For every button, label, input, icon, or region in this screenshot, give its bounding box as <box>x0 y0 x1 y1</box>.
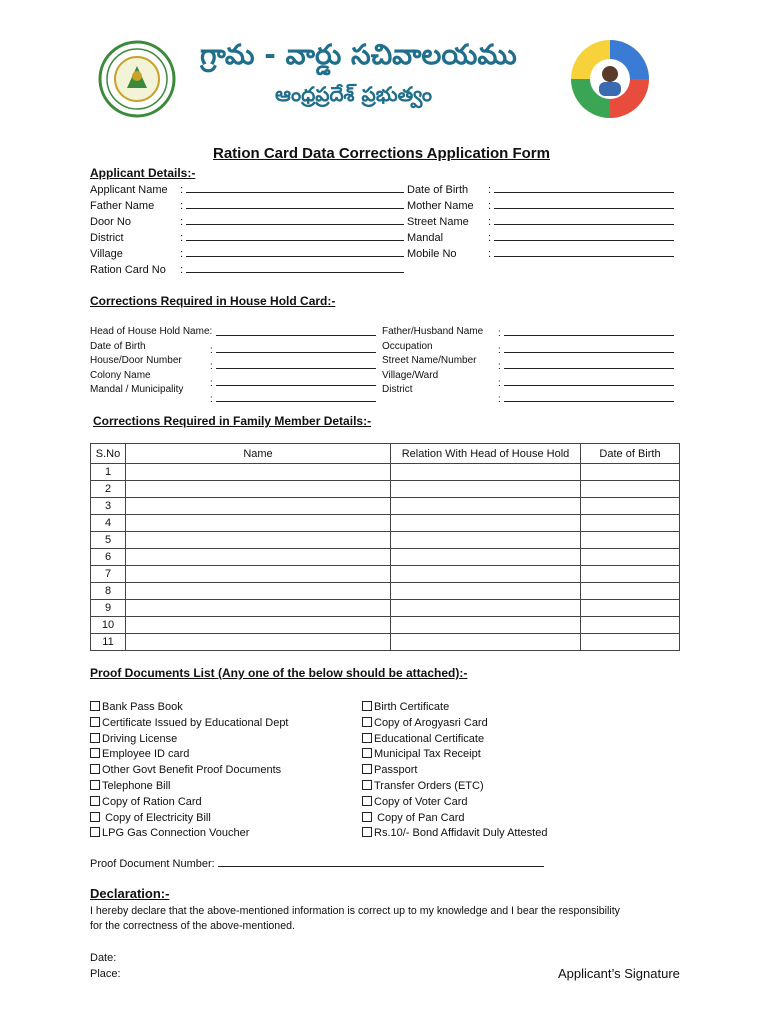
list-item[interactable]: Certificate Issued by Educational Dept <box>90 716 289 732</box>
signature-label: Applicant’s Signature <box>558 966 680 981</box>
checkbox-icon[interactable] <box>90 717 100 727</box>
field-label: District <box>90 232 124 244</box>
checkbox-icon[interactable] <box>362 796 372 806</box>
proof-number-blank[interactable] <box>218 856 544 867</box>
field-label: Applicant Name <box>90 184 168 196</box>
field-label: Door No <box>90 216 131 228</box>
declaration-line2: for the correctness of the above-mentioned. <box>90 920 295 932</box>
table-row[interactable]: 3 <box>91 498 680 515</box>
field-label: Date of Birth <box>407 184 469 196</box>
list-item[interactable]: LPG Gas Connection Voucher <box>90 826 289 842</box>
list-item[interactable]: Municipal Tax Receipt <box>362 747 547 763</box>
field-label: Father/Husband Name <box>382 326 484 337</box>
household-left-labels <box>90 325 212 398</box>
list-item[interactable]: Employee ID card <box>90 747 289 763</box>
checkbox-icon[interactable] <box>362 780 372 790</box>
list-item[interactable]: Copy of Electricity Bill <box>90 811 289 827</box>
field-label: Mobile No <box>407 248 457 260</box>
checkbox-icon[interactable] <box>362 733 372 743</box>
field-label: Head of House Hold Name: <box>90 326 213 337</box>
household-right-labels <box>382 325 483 398</box>
table-row[interactable]: 9 <box>91 600 680 617</box>
district-blank[interactable] <box>186 230 404 241</box>
hh-district-blank[interactable] <box>504 391 674 402</box>
table-row[interactable]: 6 <box>91 549 680 566</box>
family-heading: Corrections Required in Family Member Details:- <box>93 414 372 428</box>
field-label: Occupation <box>382 340 433 352</box>
list-item[interactable]: Educational Certificate <box>362 732 547 748</box>
proof-number-label: Proof Document Number: <box>90 858 215 870</box>
checkbox-icon[interactable] <box>90 812 100 822</box>
field-label: Street Name <box>407 216 469 228</box>
checkbox-icon[interactable] <box>90 701 100 711</box>
field-label: Colony Name <box>90 369 151 381</box>
list-item[interactable]: Copy of Pan Card <box>362 811 547 827</box>
applicant-right-labels <box>407 182 474 262</box>
field-label: Village <box>90 248 123 260</box>
checkbox-icon[interactable] <box>90 748 100 758</box>
applicant-heading: Applicant Details:- <box>90 166 196 180</box>
table-row[interactable]: 1 <box>91 464 680 481</box>
checkbox-icon[interactable] <box>362 827 372 837</box>
proof-number-row <box>90 856 544 871</box>
checkbox-icon[interactable] <box>362 748 372 758</box>
ap-emblem-icon <box>96 40 178 118</box>
door-no-blank[interactable] <box>186 214 404 225</box>
table-row[interactable]: 7 <box>91 566 680 583</box>
dob-blank[interactable] <box>494 182 674 193</box>
date-label: Date: <box>90 952 117 964</box>
header-title-line1: గ్రామ - వార్డు సచివాలయము <box>200 38 517 71</box>
place-label: Place: <box>90 968 121 980</box>
checkbox-icon[interactable] <box>90 780 100 790</box>
checkbox-icon[interactable] <box>362 764 372 774</box>
household-left-blanks: : : : : <box>210 325 376 408</box>
field-label: House/Door Number <box>90 355 182 366</box>
ration-card-no-blank[interactable] <box>186 262 404 273</box>
list-item[interactable]: Copy of Arogyasri Card <box>362 716 547 732</box>
household-right-blanks: : : : : : <box>498 325 674 408</box>
street-name-blank[interactable] <box>494 214 674 225</box>
table-row[interactable]: 4 <box>91 515 680 532</box>
list-item[interactable]: Transfer Orders (ETC) <box>362 779 547 795</box>
col-dob: Date of Birth <box>581 444 680 464</box>
col-name: Name <box>126 444 391 464</box>
head-name-blank[interactable] <box>216 325 376 336</box>
list-item[interactable]: Other Govt Benefit Proof Documents <box>90 763 289 779</box>
village-blank[interactable] <box>186 246 404 257</box>
house-no-blank[interactable] <box>216 358 376 369</box>
checkbox-icon[interactable] <box>362 717 372 727</box>
field-label: Date of Birth <box>90 340 146 352</box>
proof-right-list <box>362 700 547 842</box>
mobile-no-blank[interactable] <box>494 246 674 257</box>
checkbox-icon[interactable] <box>362 812 372 822</box>
checkbox-icon[interactable] <box>90 796 100 806</box>
table-row[interactable]: 8 <box>91 583 680 600</box>
col-sno: S.No <box>91 444 126 464</box>
navaratnalu-logo-icon <box>569 38 651 120</box>
field-label: District <box>382 384 413 395</box>
checkbox-icon[interactable] <box>90 764 100 774</box>
applicant-left-blanks: : : : : : : <box>180 182 404 278</box>
applicant-right-blanks: : : : : : <box>488 182 674 262</box>
village-ward-blank[interactable] <box>504 375 674 386</box>
list-item[interactable]: Copy of Ration Card <box>90 795 289 811</box>
field-label: Mandal <box>407 232 444 244</box>
list-item[interactable]: Driving License <box>90 732 289 748</box>
field-label: Street Name/Number <box>382 355 477 366</box>
list-item[interactable]: Rs.10/- Bond Affidavit Duly Attested <box>362 826 547 842</box>
col-relation: Relation With Head of House Hold <box>391 444 581 464</box>
colony-blank[interactable] <box>216 375 376 386</box>
form-title: Ration Card Data Corrections Application Form <box>213 145 550 162</box>
table-header-row <box>91 444 680 464</box>
table-row[interactable]: 2 <box>91 481 680 498</box>
field-label: Mother Name <box>407 200 474 212</box>
list-item[interactable]: Telephone Bill <box>90 779 289 795</box>
household-heading: Corrections Required in House Hold Card:- <box>90 294 336 308</box>
proof-heading: Proof Documents List (Any one of the below should be attached):- <box>90 666 468 680</box>
checkbox-icon[interactable] <box>90 733 100 743</box>
table-row[interactable]: 11 <box>91 634 680 651</box>
proof-left-list <box>90 700 289 842</box>
declaration-line1: I hereby declare that the above-mentioned information is correct up to my knowledge and I bear the responsibility <box>90 905 620 917</box>
mandal-municipality-blank[interactable] <box>216 391 376 402</box>
hh-dob-blank[interactable] <box>216 342 376 353</box>
table-row[interactable]: 5 <box>91 532 680 549</box>
field-label: Ration Card No <box>90 264 166 276</box>
field-label: Village/Ward <box>382 369 439 381</box>
applicant-name-blank[interactable] <box>186 182 404 193</box>
mandal-blank[interactable] <box>494 230 674 241</box>
father-husband-blank[interactable] <box>504 325 674 336</box>
table-row[interactable]: 10 <box>91 617 680 634</box>
list-item[interactable]: Birth Certificate <box>362 700 547 716</box>
field-label: Father Name <box>90 200 155 212</box>
mother-name-blank[interactable] <box>494 198 674 209</box>
field-label: Mandal / Municipality <box>90 384 184 395</box>
list-item[interactable]: Passport <box>362 763 547 779</box>
father-name-blank[interactable] <box>186 198 404 209</box>
list-item[interactable]: Copy of Voter Card <box>362 795 547 811</box>
applicant-left-labels <box>90 182 168 278</box>
street-number-blank[interactable] <box>504 358 674 369</box>
declaration-heading: Declaration:- <box>90 886 170 901</box>
header-title-line2: ఆంధ్రప్రదేశ్ ప్రభుత్వం <box>275 82 432 106</box>
list-item[interactable]: Bank Pass Book <box>90 700 289 716</box>
checkbox-icon[interactable] <box>362 701 372 711</box>
checkbox-icon[interactable] <box>90 827 100 837</box>
family-table <box>90 443 680 651</box>
occupation-blank[interactable] <box>504 342 674 353</box>
